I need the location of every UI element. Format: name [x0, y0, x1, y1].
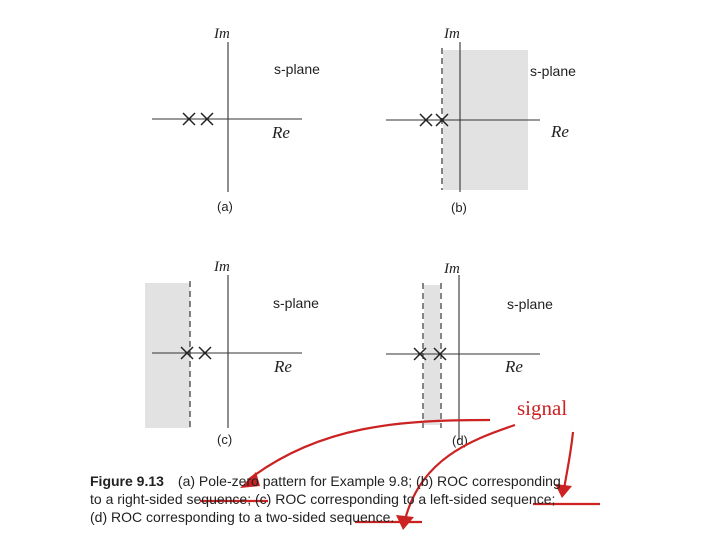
panel-d-im-label: Im	[444, 261, 460, 277]
panel-c-re-label: Re	[274, 357, 292, 376]
caption-line-2: to a right-sided sequence; (c) ROC corresponding to a left-sided sequence;	[90, 491, 556, 507]
figure-caption	[90, 472, 630, 526]
arrow-to-right-sided	[248, 420, 490, 480]
panel-d-sub-label: (d)	[452, 433, 468, 448]
caption-line-3: (d) ROC corresponding to a two-sided sequence.	[90, 509, 395, 525]
panel-c-sub-label: (c)	[217, 432, 233, 447]
panel-b	[386, 26, 576, 215]
panel-a-re-label: Re	[272, 123, 290, 142]
panel-b-re-label: Re	[551, 122, 569, 141]
panel-b-s-plane-label: s-plane	[530, 63, 576, 79]
caption-line-1	[90, 472, 630, 490]
panel-c-s-plane-label: s-plane	[273, 295, 319, 311]
panel-a-s-plane-label: s-plane	[274, 61, 320, 77]
figure-number: Figure 9.13	[90, 473, 164, 489]
signal-annotation: signal	[517, 396, 568, 420]
panel-d-roc-region	[424, 285, 440, 425]
panel-a-sub-label: (a)	[217, 199, 233, 214]
panel-d-s-plane-label: s-plane	[507, 296, 553, 312]
panel-c	[145, 259, 319, 447]
panel-a-im-label: Im	[214, 26, 230, 42]
panel-b-sub-label: (b)	[451, 200, 467, 215]
panel-c-im-label: Im	[214, 259, 230, 275]
panel-a	[152, 26, 320, 214]
panel-c-roc-region	[145, 283, 190, 428]
panel-d-re-label: Re	[505, 357, 523, 376]
caption-line-1-text: (a) Pole-zero pattern for Example 9.8; (b) ROC corresponding	[177, 473, 561, 489]
panel-b-im-label: Im	[444, 26, 460, 42]
